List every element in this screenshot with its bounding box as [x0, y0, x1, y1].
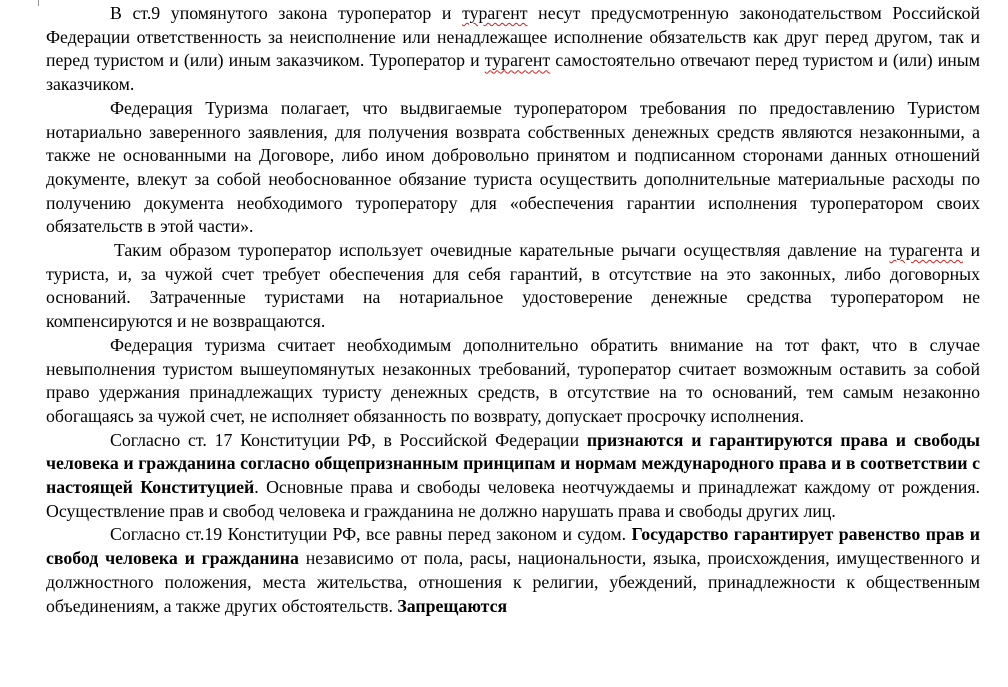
page-corner-mark [38, 0, 39, 6]
spellcheck-flagged-word: турагент [462, 3, 528, 23]
spellcheck-flagged-word: турагент [484, 50, 551, 71]
text-run: . Основные права и свободы человека неотчуждаемы и принадлежат каждому от рождения. Осуществление прав и свобод человека и гражданина не должно нарушать права и свободы других лиц. [46, 477, 980, 521]
text-run: Согласно ст.19 Конституции РФ, все равны перед законом и судом. [110, 524, 632, 545]
paragraph-p3[interactable] [46, 239, 980, 334]
paragraph-p6[interactable] [46, 523, 980, 618]
text-run: и туриста, и, за чужой счет требует обеспечения для себя гарантий, в отсутствие на это законных, либо договорных оснований. Затраченные туристами на нотариальное удостоверение денежные средства туроператором не компенсируются и не возвращаются. [46, 240, 980, 332]
bold-text-run: признаются и гарантируются права и свободы человека и гражданина согласно общепризнанным принципам и нормам международного права и в соответствии с настоящей Конституцией [46, 429, 981, 498]
paragraph-p1[interactable] [46, 2, 980, 97]
spellcheck-flagged-word: турагента [889, 240, 963, 261]
paragraph-p2[interactable] [46, 97, 980, 239]
text-run: самостоятельно отвечают перед туристом и (или) иным заказчиком. [46, 50, 980, 95]
text-run: В ст.9 упомянутого закона туроператор и [110, 3, 463, 23]
document-page[interactable] [46, 2, 980, 618]
text-run: Федерация туризма считает необходимым дополнительно обратить внимание на тот факт, что в случае невыполнения туристом вышеупомянутых незаконных требований, туроператор считает возможным оставить за собой право удержания принадлежащих туристу денежных средств, в отсутствие на то оснований, тем самым незаконно обогащаясь за чужой счет, не исполняет обязанность по возврату, допускает просрочку исполнения. [46, 334, 980, 426]
text-run: несут предусмотренную законодательством Российской Федерации ответственность за неисполнение или ненадлежащее исполнение обязательств как друг перед другом, так и перед туристом и (или) иным заказчиком. Туроператор и [46, 3, 980, 71]
text-run: Таким образом туроператор использует очевидные карательные рычаги осуществляя давление на [114, 240, 890, 261]
text-run: Федерация Туризма полагает, что выдвигаемые туроператором требования по предоставлению Туристом нотариально заверенного заявления, для получения возврата собственных денежных средств являются незаконными, а также не основанными на Договоре, либо ином добровольно принятом и подписанном сторонами данных отношений документе, влекут за собой необоснованное обязание туриста осуществить дополнительные материальные расходы по получению документа необходимого туроператору для «обеспечения гарантии исполнения туроператором своих обязательств в этой части». [46, 97, 980, 237]
text-run: независимо от пола, расы, национальности, языка, происхождения, имущественного и должностного положения, места жительства, отношения к религии, убеждений, принадлежности к общественным объединениям, а также других обстоятельств. [46, 548, 980, 616]
paragraph-p4[interactable] [46, 334, 980, 429]
text-run: Согласно ст. 17 Конституции РФ, в Российской Федерации [110, 429, 587, 450]
bold-text-run: Запрещаются [397, 595, 508, 616]
bold-text-run: Государство гарантирует равенство прав и свобод человека и гражданина [46, 524, 981, 569]
paragraph-p5[interactable] [46, 429, 980, 524]
